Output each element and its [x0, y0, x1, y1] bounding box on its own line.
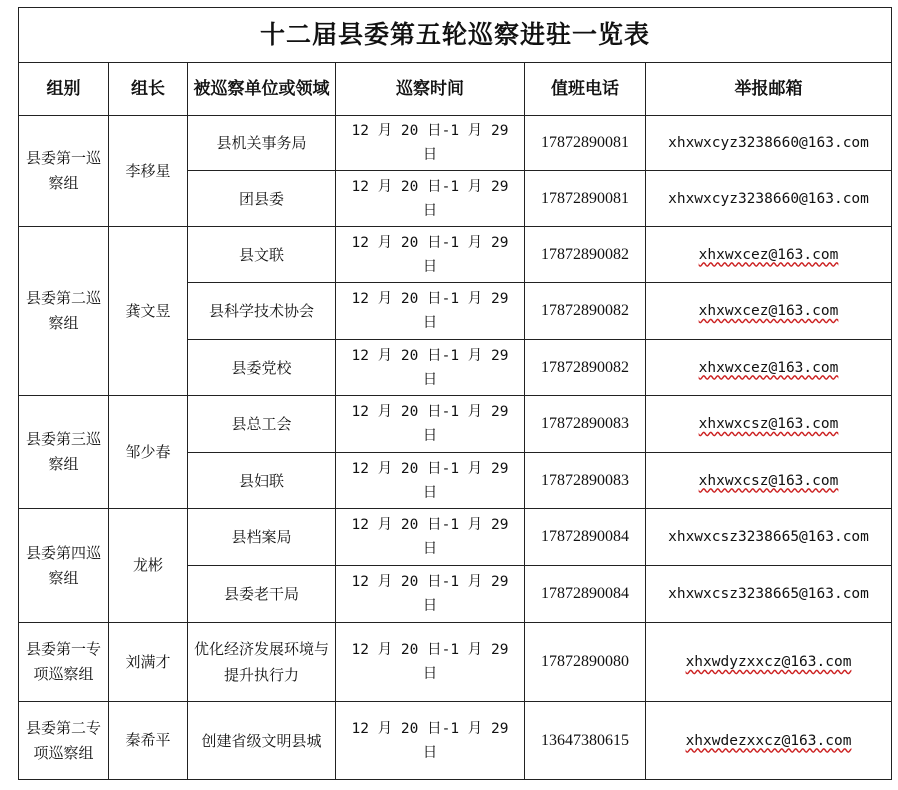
duty-phone-cell: 17872890080 [525, 623, 646, 702]
table-row [19, 396, 892, 453]
report-email-link[interactable]: xhxwxcsz@163.com [698, 472, 839, 489]
report-email-link[interactable]: xhxwxcyz3238660@163.com [668, 135, 869, 151]
inspected-unit-cell: 团县委 [188, 171, 336, 227]
duty-phone-cell: 17872890081 [525, 116, 646, 171]
inspected-unit-cell: 县档案局 [188, 509, 336, 566]
inspection-time-cell: 12 月 20 日-1 月 29 日 [336, 453, 525, 509]
report-email-cell[interactable] [646, 340, 892, 396]
inspection-time-cell: 12 月 20 日-1 月 29 日 [336, 396, 525, 453]
report-email-link[interactable]: xhxwxcyz3238660@163.com [668, 190, 869, 207]
header-group: 组别 [19, 63, 109, 116]
header-row [19, 63, 892, 116]
header-email: 举报邮箱 [646, 63, 892, 116]
inspected-unit-cell: 创建省级文明县城 [188, 702, 336, 780]
duty-phone-cell: 17872890082 [525, 340, 646, 396]
inspected-unit-cell: 优化经济发展环境与提升执行力 [188, 623, 336, 702]
inspected-unit-cell: 县委党校 [188, 340, 336, 396]
table-row [19, 623, 892, 702]
inspection-time-cell: 12 月 20 日-1 月 29 日 [336, 227, 525, 283]
duty-phone-cell: 13647380615 [525, 702, 646, 780]
table-row [19, 227, 892, 283]
group-leader-cell: 刘满才 [109, 623, 188, 702]
report-email-link[interactable]: xhxwxcsz3238665@163.com [668, 586, 869, 602]
group-leader-cell: 龙彬 [109, 509, 188, 623]
report-email-cell[interactable] [646, 509, 892, 566]
report-email-cell[interactable] [646, 623, 892, 702]
report-email-cell[interactable] [646, 171, 892, 227]
report-email-cell[interactable] [646, 453, 892, 509]
report-email-link[interactable]: xhxwxcsz3238665@163.com [668, 529, 869, 545]
group-name-cell: 县委第一专项巡察组 [19, 623, 109, 702]
inspected-unit-cell: 县科学技术协会 [188, 283, 336, 340]
inspection-table [18, 7, 892, 780]
group-leader-cell: 李移星 [109, 116, 188, 227]
group-name-cell: 县委第四巡察组 [19, 509, 109, 623]
duty-phone-cell: 17872890083 [525, 453, 646, 509]
report-email-cell[interactable] [646, 227, 892, 283]
header-unit: 被巡察单位或领域 [188, 63, 336, 116]
table-row [19, 702, 892, 780]
report-email-cell[interactable] [646, 566, 892, 623]
duty-phone-cell: 17872890084 [525, 509, 646, 566]
inspected-unit-cell: 县机关事务局 [188, 116, 336, 171]
inspected-unit-cell: 县总工会 [188, 396, 336, 453]
inspection-time-cell: 12 月 20 日-1 月 29 日 [336, 340, 525, 396]
inspection-time-cell: 12 月 20 日-1 月 29 日 [336, 623, 525, 702]
duty-phone-cell: 17872890084 [525, 566, 646, 623]
roster-sheet [18, 7, 891, 779]
duty-phone-cell: 17872890082 [525, 283, 646, 340]
duty-phone-cell: 17872890081 [525, 171, 646, 227]
group-leader-cell: 邹少春 [109, 396, 188, 509]
group-leader-cell: 秦希平 [109, 702, 188, 780]
table-title: 十二届县委第五轮巡察进驻一览表 [19, 8, 892, 63]
report-email-cell[interactable] [646, 396, 892, 453]
report-email-cell[interactable] [646, 116, 892, 171]
inspection-time-cell: 12 月 20 日-1 月 29 日 [336, 171, 525, 227]
table-body [19, 116, 892, 780]
inspected-unit-cell: 县妇联 [188, 453, 336, 509]
report-email-link[interactable]: xhxwdezxxcz@163.com [685, 732, 852, 749]
inspection-time-cell: 12 月 20 日-1 月 29 日 [336, 566, 525, 623]
report-email-link[interactable]: xhxwxcez@163.com [698, 359, 839, 376]
group-name-cell: 县委第二巡察组 [19, 227, 109, 396]
report-email-link[interactable]: xhxwxcez@163.com [698, 246, 839, 263]
table-row [19, 509, 892, 566]
inspection-time-cell: 12 月 20 日-1 月 29 日 [336, 116, 525, 171]
report-email-cell[interactable] [646, 702, 892, 780]
report-email-link[interactable]: xhxwdyzxxcz@163.com [685, 654, 852, 670]
header-leader: 组长 [109, 63, 188, 116]
report-email-link[interactable]: xhxwxcez@163.com [698, 303, 839, 319]
report-email-link[interactable]: xhxwxcsz@163.com [698, 416, 839, 432]
group-name-cell: 县委第三巡察组 [19, 396, 109, 509]
inspected-unit-cell: 县委老干局 [188, 566, 336, 623]
group-name-cell: 县委第二专项巡察组 [19, 702, 109, 780]
group-name-cell: 县委第一巡察组 [19, 116, 109, 227]
group-leader-cell: 龚文昱 [109, 227, 188, 396]
header-time: 巡察时间 [336, 63, 525, 116]
table-row [19, 116, 892, 171]
report-email-cell[interactable] [646, 283, 892, 340]
header-phone: 值班电话 [525, 63, 646, 116]
duty-phone-cell: 17872890083 [525, 396, 646, 453]
inspection-time-cell: 12 月 20 日-1 月 29 日 [336, 702, 525, 780]
duty-phone-cell: 17872890082 [525, 227, 646, 283]
inspection-time-cell: 12 月 20 日-1 月 29 日 [336, 283, 525, 340]
inspection-time-cell: 12 月 20 日-1 月 29 日 [336, 509, 525, 566]
inspected-unit-cell: 县文联 [188, 227, 336, 283]
